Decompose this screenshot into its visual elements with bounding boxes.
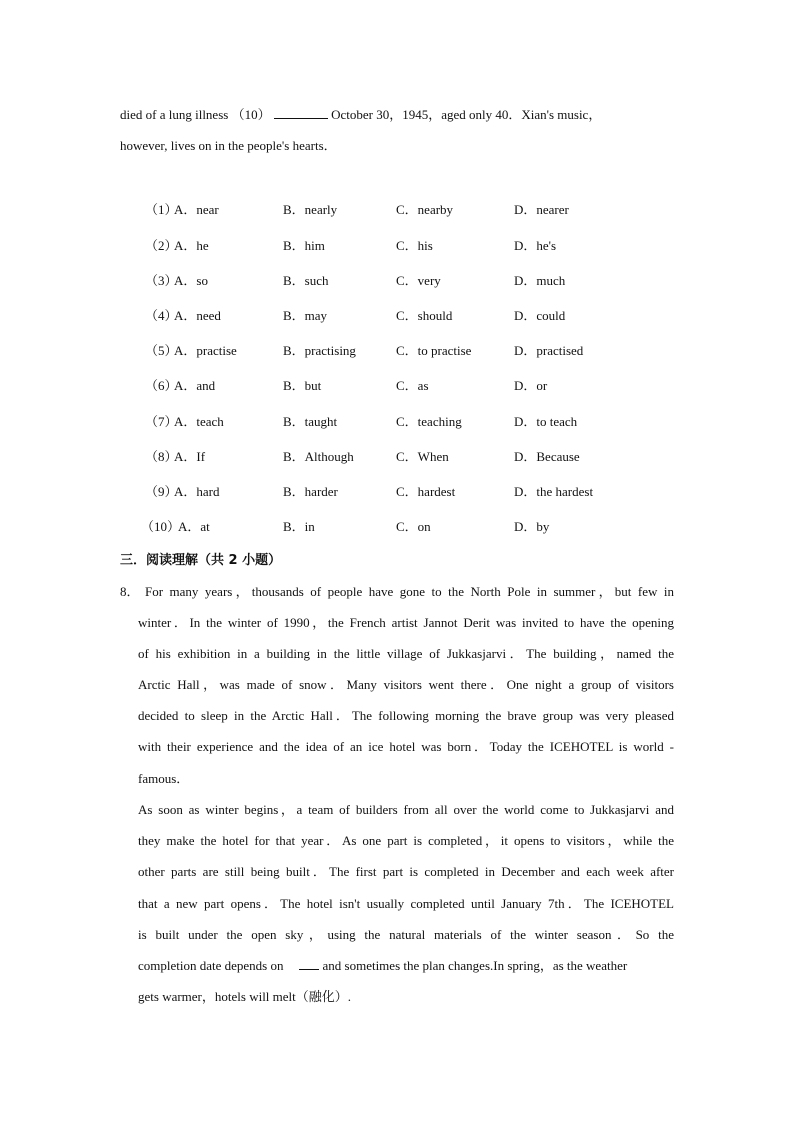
option-b: B．Although: [283, 449, 354, 464]
option-b: B．in: [283, 519, 315, 534]
option-c: C．When: [396, 449, 449, 464]
question-number: （1）: [145, 202, 178, 217]
option-c: C．his: [396, 238, 433, 253]
passage-8-p1-line: For many years，thousands of people have gone to the North Pole in summer，but few in: [145, 584, 674, 599]
option-a: A．and: [174, 378, 216, 393]
option-a: A．practise: [174, 343, 237, 358]
question-row: [0, 516, 794, 536]
option-b: B．him: [283, 238, 325, 253]
option-b: B．harder: [283, 484, 338, 499]
option-d: D．by: [514, 519, 550, 534]
question-row: [0, 270, 794, 290]
option-b: B．but: [283, 378, 322, 393]
question-number: （2）: [145, 238, 178, 253]
option-a: A．at: [178, 519, 210, 534]
option-d: D．the hardest: [514, 484, 594, 499]
section-heading: 三．阅读理解（共 2 小题）: [120, 553, 282, 568]
question-number: （9）: [145, 484, 178, 499]
option-b: B．practising: [283, 343, 356, 358]
passage-8-p2-line-6: [138, 955, 627, 974]
option-d: D．practised: [514, 343, 584, 358]
option-c: C．very: [396, 273, 441, 288]
question-number: （3）: [145, 273, 178, 288]
option-a: A．If: [174, 449, 206, 464]
option-c: C．teaching: [396, 414, 462, 429]
question-number: （7）: [145, 414, 178, 429]
passage-8-p1-line: with their experience and the idea of an ice hotel was born．Today the ICEHOTEL is world -: [138, 739, 674, 754]
option-a: A．teach: [174, 414, 224, 429]
option-d: D．he's: [514, 238, 557, 253]
passage-8-p1-line: Arctic Hall，was made of snow．Many visitors went there．One night a group of visitors: [138, 677, 674, 692]
question-row: [0, 235, 794, 255]
passage-8-p2-line: As soon as winter begins，a team of builders from all over the world come to Jukkasjarvi and: [138, 802, 674, 817]
option-c: C．hardest: [396, 484, 456, 499]
option-a: A．near: [174, 202, 219, 217]
passage-8-p2-line: that a new part opens．The hotel isn't usually completed until January 7th．The ICEHOTEL: [138, 896, 674, 911]
question-number: （8）: [145, 449, 178, 464]
option-d: D．nearer: [514, 202, 569, 217]
passage-number: 8．: [120, 584, 140, 599]
option-a: A．hard: [174, 484, 220, 499]
answer-blank-10: [274, 106, 328, 119]
passage-8-p2-line-6-b: and sometimes the plan changes.In spring，as the weather: [322, 958, 628, 973]
option-b: B．such: [283, 273, 329, 288]
answer-blank: [299, 957, 319, 970]
option-c: C．to practise: [396, 343, 472, 358]
passage-8-p1-line: of his exhibition in a building in the little village of Jukkasjarvi．The building，named the: [138, 646, 674, 661]
passage-line-1: [120, 104, 601, 123]
passage-8-p2-line: is built under the open sky，using the natural materials of the winter season．So the: [138, 927, 674, 942]
question-row: [0, 481, 794, 501]
passage-line-1-text-a: died of a lung illness （10）: [120, 107, 271, 122]
option-d: D．to teach: [514, 414, 578, 429]
passage-8-p2-line: other parts are still being built．The first part is completed in December and each week after: [138, 864, 674, 879]
passage-8-p1-line: winter．In the winter of 1990，the French artist Jannot Derit was invited to have the opening: [138, 615, 674, 630]
option-b: B．may: [283, 308, 328, 323]
option-a: A．need: [174, 308, 221, 323]
option-c: C．nearby: [396, 202, 454, 217]
option-a: A．so: [174, 273, 208, 288]
option-d: D．could: [514, 308, 566, 323]
option-d: D．much: [514, 273, 566, 288]
option-d: D．or: [514, 378, 548, 393]
question-row: [0, 446, 794, 466]
question-row: [0, 305, 794, 325]
question-number: （10）: [141, 519, 181, 534]
option-c: C．on: [396, 519, 431, 534]
question-row: [0, 340, 794, 360]
passage-line-2: however, lives on in the people's hearts．: [120, 138, 337, 153]
option-a: A．he: [174, 238, 209, 253]
question-number: （5）: [145, 343, 178, 358]
option-c: C．should: [396, 308, 453, 323]
passage-line-1-text-b: October 30，1945，aged only 40．Xian's music，: [331, 107, 602, 122]
passage-8-p2-line: they make the hotel for that year．As one part is completed，it opens to visitors，while the: [138, 833, 674, 848]
question-row: [0, 375, 794, 395]
question-number: （6）: [145, 378, 178, 393]
question-row: [0, 199, 794, 219]
question-number: （4）: [145, 308, 178, 323]
option-b: B．taught: [283, 414, 338, 429]
passage-8-p1-line: famous．: [138, 771, 190, 786]
question-row: [0, 411, 794, 431]
option-c: C．as: [396, 378, 429, 393]
option-b: B．nearly: [283, 202, 338, 217]
passage-8-p2-line-6-a: completion date depends on: [138, 958, 284, 973]
passage-8-p1-line: decided to sleep in the Arctic Hall．The following morning the brave group was very pleased: [138, 708, 674, 723]
passage-8-p2-line-7: gets warmer，hotels will melt（融化）.: [138, 989, 352, 1004]
option-d: D．Because: [514, 449, 580, 464]
